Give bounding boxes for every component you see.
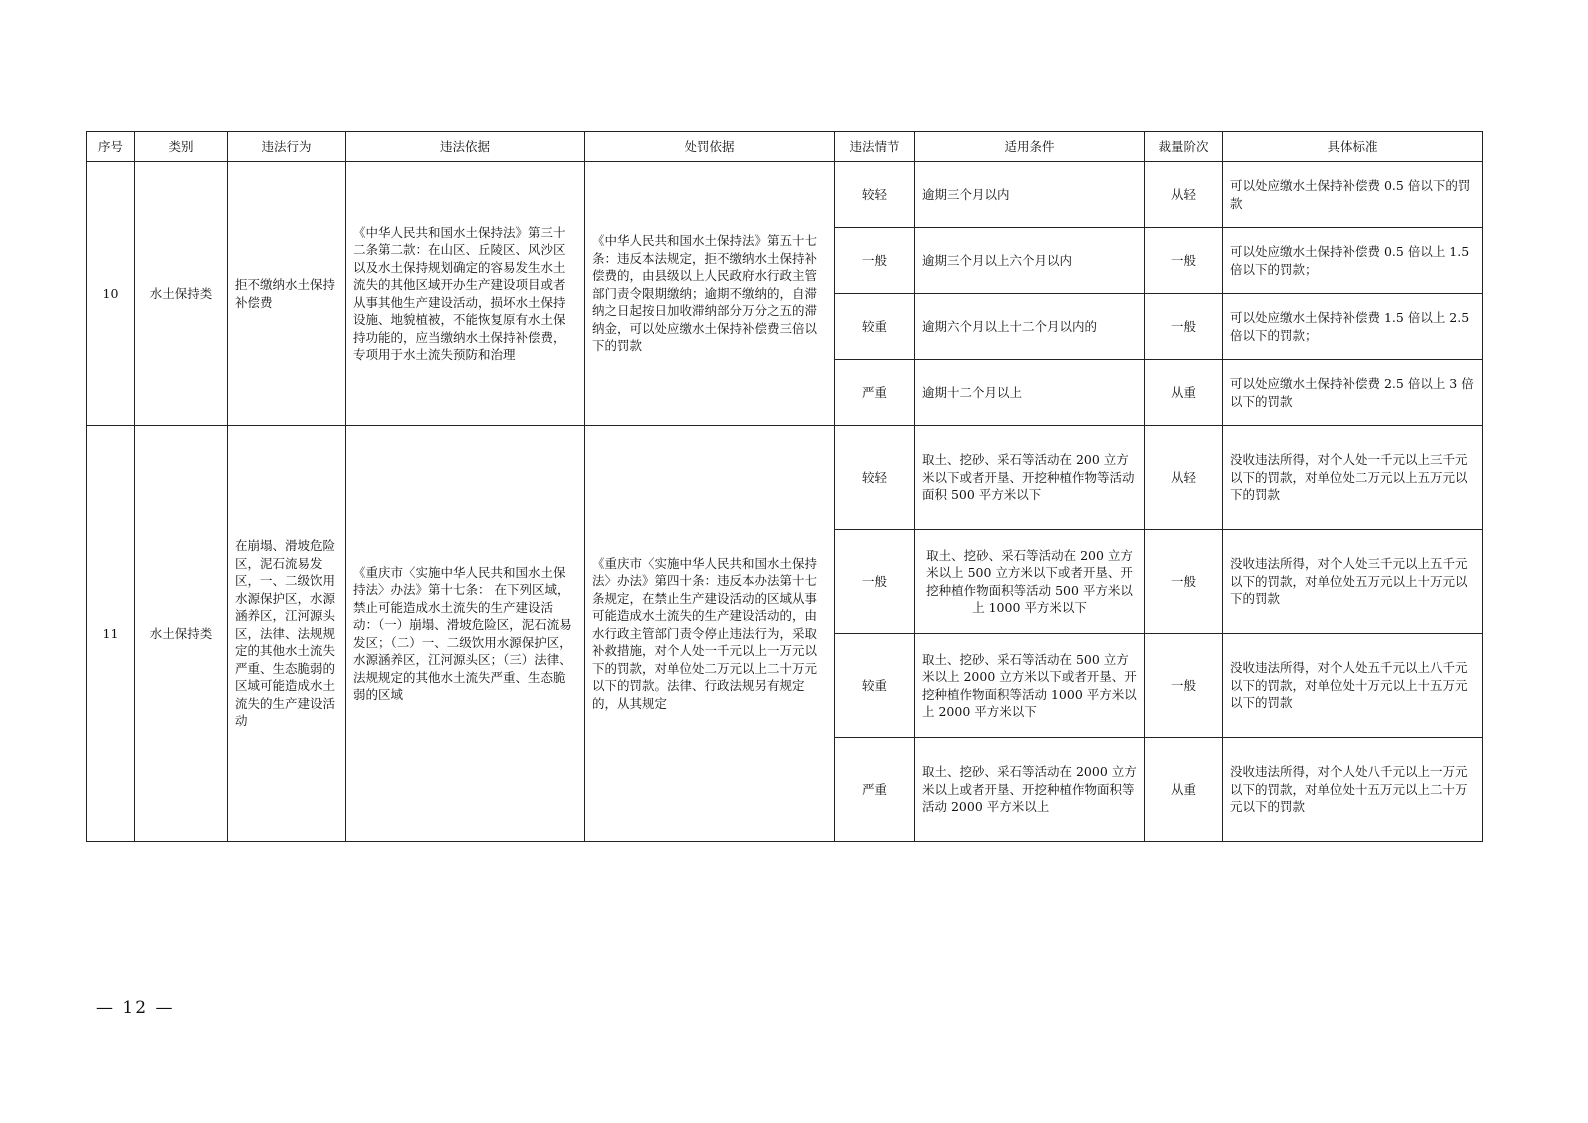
level-cell: 一般 — [1145, 634, 1223, 738]
standard-cell: 没收违法所得，对个人处三千元以上五千元以下的罚款，对单位处五万元以上十万元以下的罚款 — [1223, 530, 1483, 634]
header-level: 裁量阶次 — [1145, 132, 1223, 162]
condition-cell: 逾期十二个月以上 — [915, 360, 1145, 426]
row-category: 水土保持类 — [135, 426, 228, 842]
severity-cell: 较轻 — [835, 162, 915, 228]
severity-cell: 严重 — [835, 738, 915, 842]
severity-cell: 严重 — [835, 360, 915, 426]
level-cell: 从轻 — [1145, 162, 1223, 228]
condition-cell: 取土、挖砂、采石等活动在 2000 立方米以上或者开垦、开挖种植作物面积等活动 2000 平方米以上 — [915, 738, 1145, 842]
page-number: — 12 — — [96, 998, 175, 1018]
standard-cell: 可以处应缴水土保持补偿费 2.5 倍以上 3 倍以下的罚款 — [1223, 360, 1483, 426]
condition-cell: 逾期三个月以内 — [915, 162, 1145, 228]
discretion-standards-table — [86, 131, 1483, 842]
table-row — [87, 162, 1483, 228]
row-penalty-basis: 《中华人民共和国水土保持法》第五十七条：违反本法规定，拒不缴纳水土保持补偿费的，由县级以上人民政府水行政主管部门责令限期缴纳；逾期不缴纳的，自滞纳之日起按日加收滞纳部分万分之五的滞纳金，可以处应缴水土保持补偿费三倍以下的罚款 — [585, 162, 835, 426]
severity-cell: 一般 — [835, 530, 915, 634]
condition-cell: 取土、挖砂、采石等活动在 200 立方米以上 500 立方米以下或者开垦、开挖种植作物面积等活动 500 平方米以上 1000 平方米以下 — [915, 530, 1145, 634]
row-penalty-basis: 《重庆市〈实施中华人民共和国水土保持法〉办法》第四十条：违反本办法第十七条规定，在禁止生产建设活动的区域从事可能造成水土流失的生产建设活动的，由水行政主管部门责令停止违法行为，采取补救措施，对个人处一千元以上一万元以下的罚款，对单位处二万元以上二十万元以下的罚款。法律、行政法规另有规定的，从其规定 — [585, 426, 835, 842]
level-cell: 一般 — [1145, 294, 1223, 360]
header-behavior: 违法行为 — [228, 132, 346, 162]
standard-cell: 没收违法所得，对个人处五千元以上八千元以下的罚款，对单位处十万元以上十五万元以下的罚款 — [1223, 634, 1483, 738]
condition-cell: 逾期三个月以上六个月以内 — [915, 228, 1145, 294]
header-category: 类别 — [135, 132, 228, 162]
row-behavior: 拒不缴纳水土保持补偿费 — [228, 162, 346, 426]
row-category: 水土保持类 — [135, 162, 228, 426]
condition-cell: 逾期六个月以上十二个月以内的 — [915, 294, 1145, 360]
level-cell: 一般 — [1145, 530, 1223, 634]
table-row — [87, 426, 1483, 530]
header-severity: 违法情节 — [835, 132, 915, 162]
standard-cell: 可以处应缴水土保持补偿费 1.5 倍以上 2.5 倍以下的罚款； — [1223, 294, 1483, 360]
table-header-row — [87, 132, 1483, 162]
condition-cell: 取土、挖砂、采石等活动在 200 立方米以下或者开垦、开挖种植作物等活动面积 500 平方米以下 — [915, 426, 1145, 530]
header-legal-basis: 违法依据 — [346, 132, 585, 162]
row-number: 11 — [87, 426, 135, 842]
standard-cell: 没收违法所得，对个人处一千元以上三千元以下的罚款，对单位处二万元以上五万元以下的罚款 — [1223, 426, 1483, 530]
standard-cell: 可以处应缴水土保持补偿费 0.5 倍以上 1.5 倍以下的罚款； — [1223, 228, 1483, 294]
level-cell: 从轻 — [1145, 426, 1223, 530]
level-cell: 从重 — [1145, 360, 1223, 426]
header-no: 序号 — [87, 132, 135, 162]
standard-cell: 没收违法所得，对个人处八千元以上一万元以下的罚款，对单位处十五万元以上二十万元以下的罚款 — [1223, 738, 1483, 842]
severity-cell: 较轻 — [835, 426, 915, 530]
header-penalty-basis: 处罚依据 — [585, 132, 835, 162]
row-legal-basis: 《中华人民共和国水土保持法》第三十二条第二款：在山区、丘陵区、风沙区以及水土保持规划确定的容易发生水土流失的其他区域开办生产建设项目或者从事其他生产建设活动，损坏水土保持设施、地貌植被，不能恢复原有水土保持功能的，应当缴纳水土保持补偿费，专项用于水土流失预防和治理 — [346, 162, 585, 426]
row-behavior: 在崩塌、滑坡危险区，泥石流易发区，一、二级饮用水源保护区，水源涵养区，江河源头区，法律、法规规定的其他水土流失严重、生态脆弱的区域可能造成水土流失的生产建设活动 — [228, 426, 346, 842]
level-cell: 从重 — [1145, 738, 1223, 842]
standard-cell: 可以处应缴水土保持补偿费 0.5 倍以下的罚款 — [1223, 162, 1483, 228]
condition-cell: 取土、挖砂、采石等活动在 500 立方米以上 2000 立方米以下或者开垦、开挖种植作物面积等活动 1000 平方米以上 2000 平方米以下 — [915, 634, 1145, 738]
row-legal-basis: 《重庆市〈实施中华人民共和国水土保持法〉办法》第十七条： 在下列区域，禁止可能造成水土流失的生产建设活动：（一）崩塌、滑坡危险区，泥石流易发区；（二）一、二级饮用水源保护区，水源涵养区，江河源头区；（三）法律、法规规定的其他水土流失严重、生态脆弱的区域 — [346, 426, 585, 842]
row-number: 10 — [87, 162, 135, 426]
severity-cell: 较重 — [835, 634, 915, 738]
header-condition: 适用条件 — [915, 132, 1145, 162]
level-cell: 一般 — [1145, 228, 1223, 294]
severity-cell: 一般 — [835, 228, 915, 294]
header-standard: 具体标准 — [1223, 132, 1483, 162]
severity-cell: 较重 — [835, 294, 915, 360]
